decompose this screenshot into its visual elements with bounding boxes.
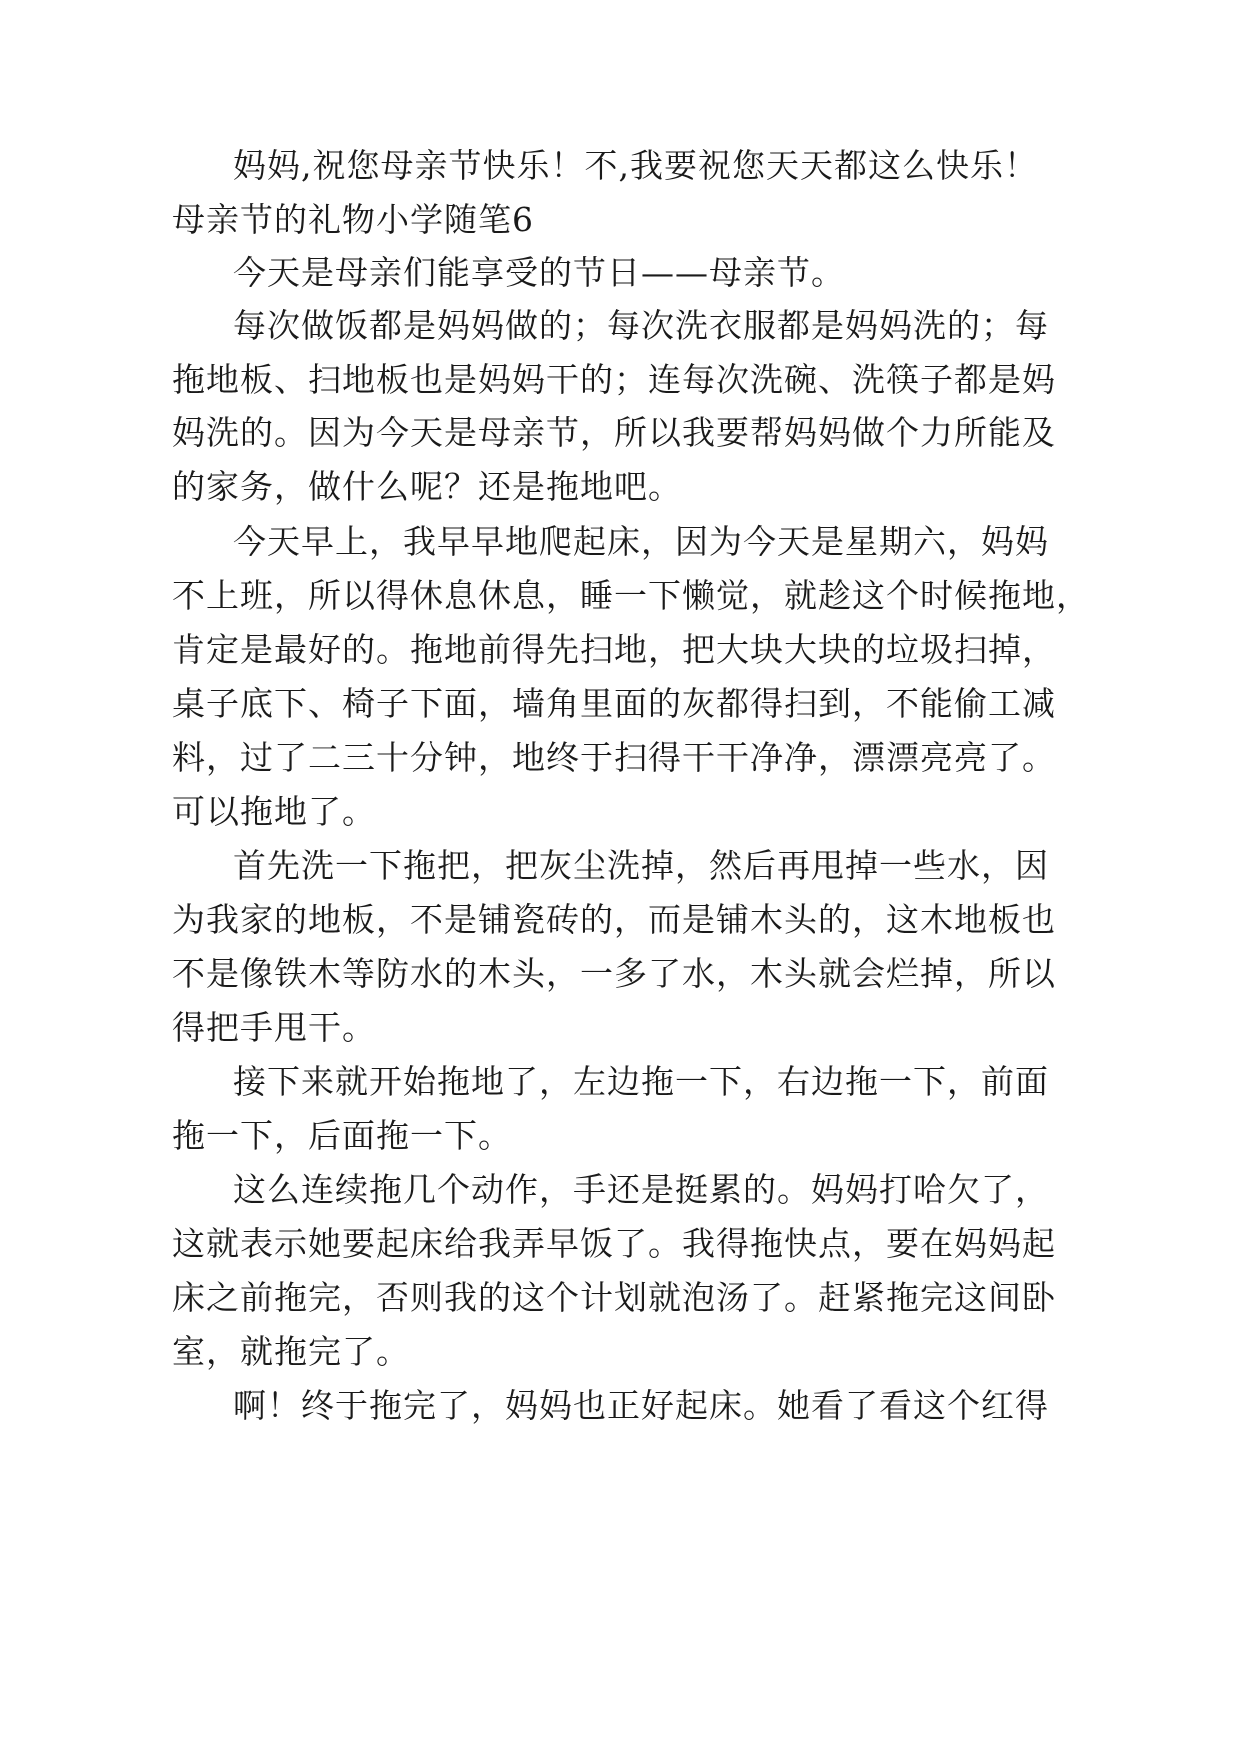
text-line: 这就表示她要起床给我弄早饭了。我得拖快点，要在妈妈起 xyxy=(172,1224,1056,1263)
text-line: 首先洗一下拖把，把灰尘洗掉，然后再甩掉一些水，因 xyxy=(233,846,1049,885)
text-line: 可以拖地了。 xyxy=(172,792,376,831)
text-line: 今天早上，我早早地爬起床，因为今天是星期六，妈妈 xyxy=(233,522,1049,561)
text-line: 拖一下，后面拖一下。 xyxy=(172,1116,512,1155)
text-line: 妈洗的。因为今天是母亲节，所以我要帮妈妈做个力所能及 xyxy=(172,413,1056,452)
text-line: 每次做饭都是妈妈做的；每次洗衣服都是妈妈洗的；每 xyxy=(233,306,1049,345)
text-line: 接下来就开始拖地了，左边拖一下，右边拖一下，前面 xyxy=(233,1062,1049,1101)
text-line: 桌子底下、椅子下面，墙角里面的灰都得扫到，不能偷工减 xyxy=(172,684,1056,723)
text-line: 这么连续拖几个动作，手还是挺累的。妈妈打哈欠了， xyxy=(233,1170,1049,1209)
text-line: 室，就拖完了。 xyxy=(172,1332,410,1371)
text-line: 啊！终于拖完了，妈妈也正好起床。她看了看这个红得 xyxy=(233,1386,1049,1425)
text-line: 不上班，所以得休息休息，睡一下懒觉，就趁这个时候拖地， xyxy=(172,576,1090,615)
text-line: 不是像铁木等防水的木头，一多了水，木头就会烂掉，所以 xyxy=(172,954,1056,993)
text-line: 妈妈,祝您母亲节快乐！不,我要祝您天天都这么快乐！ xyxy=(233,146,1038,185)
section-heading: 母亲节的礼物小学随笔6 xyxy=(172,200,534,239)
text-line: 的家务，做什么呢？还是拖地吧。 xyxy=(172,467,682,506)
text-line: 今天是母亲们能享受的节日——母亲节。 xyxy=(233,253,845,292)
text-line: 肯定是最好的。拖地前得先扫地，把大块大块的垃圾扫掉， xyxy=(172,630,1056,669)
text-line: 料，过了二三十分钟，地终于扫得干干净净，漂漂亮亮了。 xyxy=(172,738,1056,777)
text-line: 床之前拖完，否则我的这个计划就泡汤了。赶紧拖完这间卧 xyxy=(172,1278,1056,1317)
text-line: 为我家的地板，不是铺瓷砖的，而是铺木头的，这木地板也 xyxy=(172,900,1056,939)
text-line: 得把手甩干。 xyxy=(172,1008,376,1047)
text-line: 拖地板、扫地板也是妈妈干的；连每次洗碗、洗筷子都是妈 xyxy=(172,360,1056,399)
